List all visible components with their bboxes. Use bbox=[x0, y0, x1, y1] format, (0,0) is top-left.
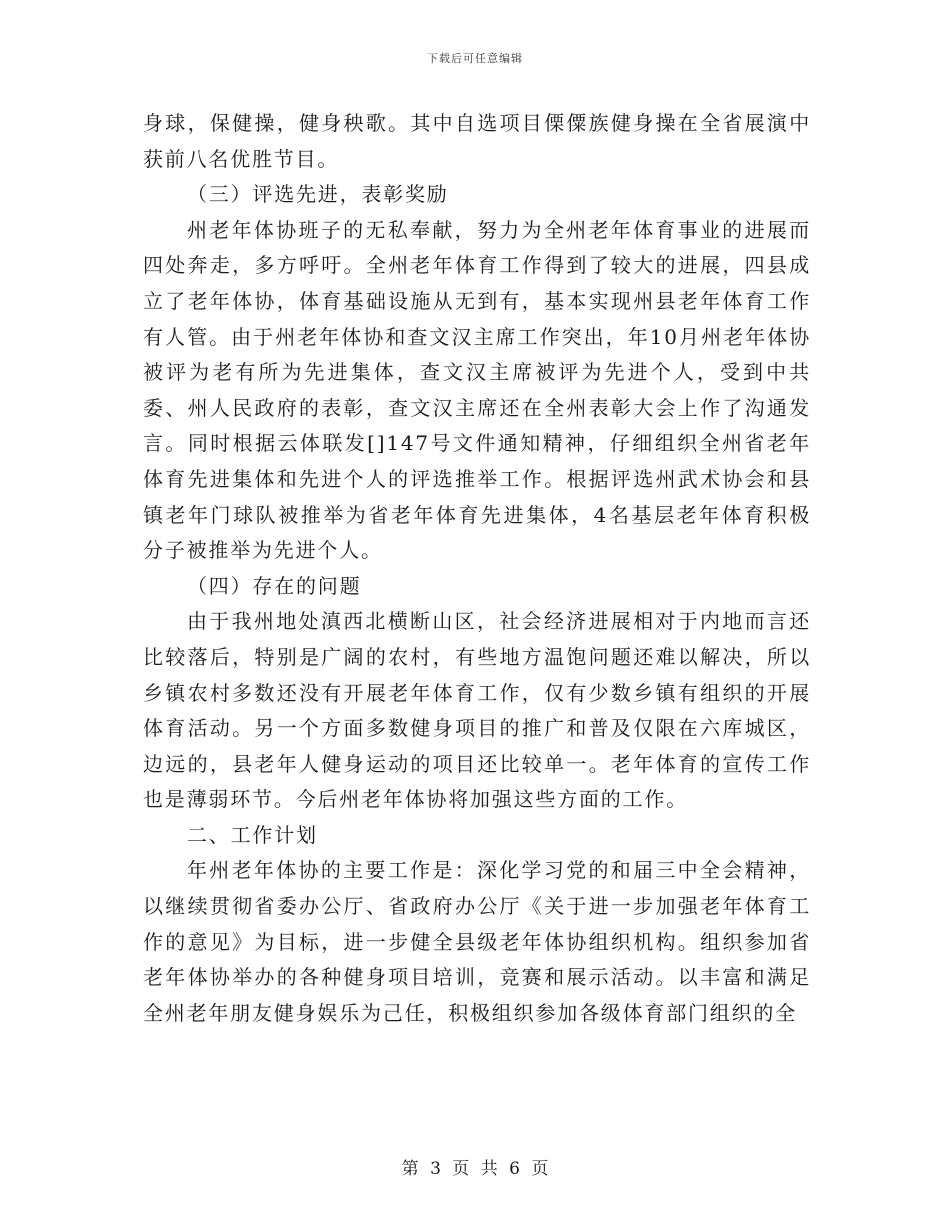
paragraph-4: 年州老年体协的主要工作是：深化学习党的和届三中全会精神，以继续贯彻省委办公厅、省政府办公厅《关于进一步加强老年体育工作的意见》为目标，进一步健全县级老年体协组织机构。组织参加省老年体协举办的各种健身项目培训，竞赛和展示活动。以丰富和满足全州老年朋友健身娱乐为己任，积极组织参加各级体育部门组织的全 bbox=[143, 858, 811, 1025]
page-header: 下载后可任意编辑 bbox=[427, 52, 523, 65]
paragraph-2: 州老年体协班子的无私奉献，努力为全州老年体育事业的进展而四处奔走，多方呼吁。全州老年体育工作得到了较大的进展，四县成立了老年体协，体育基础设施从无到有，基本实现州县老年体育工作有人管。由于州老年体协和查文汉主席工作突出，年10月州老年体协被评为老有所为先进集体，查文汉主席被评为先进个人，受到中共委、州人民政府的表彰，查文汉主席还在全州表彰大会上作了沟通发言。同时根据云体联发[]147号文件通知精神，仔细组织全州省老年体育先进集体和先进个人的评选推举工作。根据评选州武术协会和县镇老年门球队被推举为省老年体育先进集体，4名基层老年体育积极分子被推举为先进个人。 bbox=[143, 217, 811, 563]
section-heading-plan: 二、工作计划 bbox=[187, 822, 318, 847]
page-footer: 第 3 页 共 6 页 bbox=[401, 1159, 549, 1179]
section-heading-3: （三）评选先进，表彰奖励 bbox=[187, 182, 449, 207]
paragraph-1: 身球，保健操，健身秧歌。其中自选项目傈僳族健身操在全省展演中获前八名优胜节目。 bbox=[143, 111, 811, 171]
section-heading-4: （四）存在的问题 bbox=[187, 573, 362, 598]
paragraph-3: 由于我州地处滇西北横断山区，社会经济进展相对于内地而言还比较落后，特别是广阔的农村，有些地方温饱问题还难以解决，所以乡镇农村多数还没有开展老年体育工作，仅有少数乡镇有组织的开展体育活动。另一个方面多数健身项目的推广和普及仅限在六库城区，边远的，县老年人健身运动的项目还比较单一。老年体育的宣传工作也是薄弱环节。今后州老年体协将加强这些方面的工作。 bbox=[143, 609, 811, 812]
document-body bbox=[143, 106, 811, 1031]
